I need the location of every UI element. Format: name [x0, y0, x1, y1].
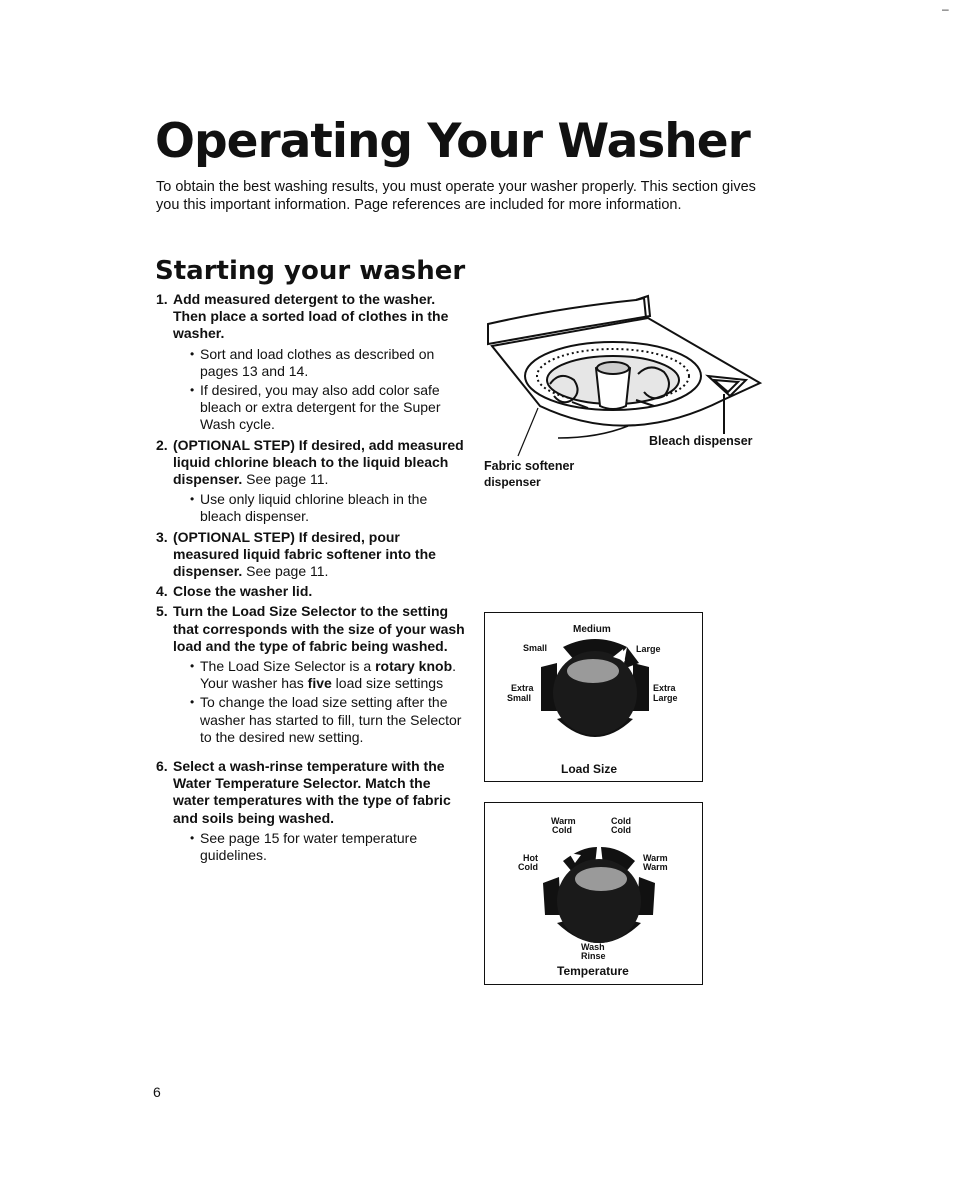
fabric-softener-label-line2: dispenser [484, 475, 541, 489]
small-label: Small [523, 643, 548, 653]
bullet-item: • Use only liquid chlorine bleach in the bleach dispenser. [183, 491, 466, 525]
washer-top-illustration [478, 288, 778, 458]
step-2 [156, 437, 466, 526]
extra-small-label-2: Small [507, 693, 532, 703]
step-instruction: (OPTIONAL STEP) If desired, add measured liquid chlorine bleach to the liquid bleach dispenser. [173, 436, 464, 488]
step-1 [156, 291, 466, 434]
temperature-knob [539, 839, 659, 957]
large-label: Large [636, 644, 661, 654]
fabric-softener-label: Fabric softener [484, 459, 575, 473]
step-bullets [183, 346, 466, 434]
load-size-panel [484, 612, 703, 782]
warm-cold-label-1: Warm [551, 816, 576, 826]
step-number: 4. [156, 583, 168, 600]
cold-cold-label-2: Cold [611, 825, 631, 835]
step-number: 3. [156, 528, 168, 545]
step-instruction: Close the washer lid. [173, 583, 313, 600]
bullet-text: load size settings [331, 675, 444, 692]
temperature-caption: Temperature [557, 964, 629, 978]
hot-cold-label-1: Hot [523, 853, 538, 863]
step-instruction: (OPTIONAL STEP) If desired, pour measured liquid fabric softener into the dispenser. [173, 528, 436, 580]
bleach-dispenser-label: Bleach dispenser [649, 434, 753, 448]
hot-cold-label-2: Cold [518, 862, 538, 872]
bullet-item: • If desired, you may also add color safe bleach or extra detergent for the Super Wash cycle. [183, 382, 466, 434]
step-bullets [183, 658, 466, 746]
step-3 [156, 529, 466, 581]
rinse-label: Rinse [581, 951, 606, 961]
step-instruction: Select a wash-rinse temperature with the Water Temperature Selector. Match the water temperatures with the type of fabric and soils being washed. [173, 758, 451, 826]
step-number: 1. [156, 291, 168, 307]
page-number: 6 [153, 1084, 161, 1100]
warm-cold-label-2: Cold [552, 825, 572, 835]
step-bullets [183, 491, 466, 525]
step-5 [156, 603, 466, 746]
step-6 [156, 758, 466, 864]
page-title: Operating Your Washer [155, 114, 750, 169]
step-page-reference: See page 11. [242, 471, 329, 488]
step-page-reference: See page 11. [242, 563, 329, 580]
bullet-item: • See page 15 for water temperature guidelines. [183, 830, 466, 864]
warm-warm-label-1: Warm [643, 853, 668, 863]
wash-label: Wash [581, 942, 605, 952]
step-number: 5. [156, 603, 168, 620]
warm-warm-label-2: Warm [643, 862, 668, 872]
step-instruction: Add measured detergent to the washer. Then place a sorted load of clothes in the washer. [173, 291, 449, 342]
bullet-text: The Load Size Selector is a [200, 658, 376, 675]
bullet-item: • To change the load size setting after the washer has started to fill, turn the Selector to the desired new setting. [183, 694, 466, 746]
medium-label: Medium [573, 624, 611, 635]
bullet-text: . Your washer has [200, 658, 457, 692]
bullet-emphasis: rotary knob [375, 658, 453, 675]
cold-cold-label-1: Cold [611, 816, 631, 826]
bullet-item: • Sort and load clothes as described on pages 13 and 14. [183, 346, 466, 380]
step-number: 2. [156, 436, 168, 453]
bullet-item [183, 658, 466, 692]
extra-large-label-2: Large [653, 693, 678, 703]
step-bullets [183, 830, 466, 864]
corner-mark: – [942, 2, 949, 16]
extra-small-label-1: Extra [511, 683, 534, 693]
step-instruction: Turn the Load Size Selector to the setting that corresponds with the size of your wash load and the type of fabric being washed. [173, 603, 465, 654]
section-title: Starting your washer [155, 256, 466, 286]
steps-list [156, 291, 466, 867]
temperature-panel [484, 802, 703, 985]
load-size-caption: Load Size [561, 762, 618, 776]
extra-large-label-1: Extra [653, 683, 676, 693]
bullet-emphasis: five [307, 675, 332, 692]
step-4 [156, 583, 466, 600]
step-number: 6. [156, 758, 168, 775]
intro-paragraph: To obtain the best washing results, you must operate your washer properly. This section gives you this important information. Page references are included for more information. [156, 179, 756, 213]
